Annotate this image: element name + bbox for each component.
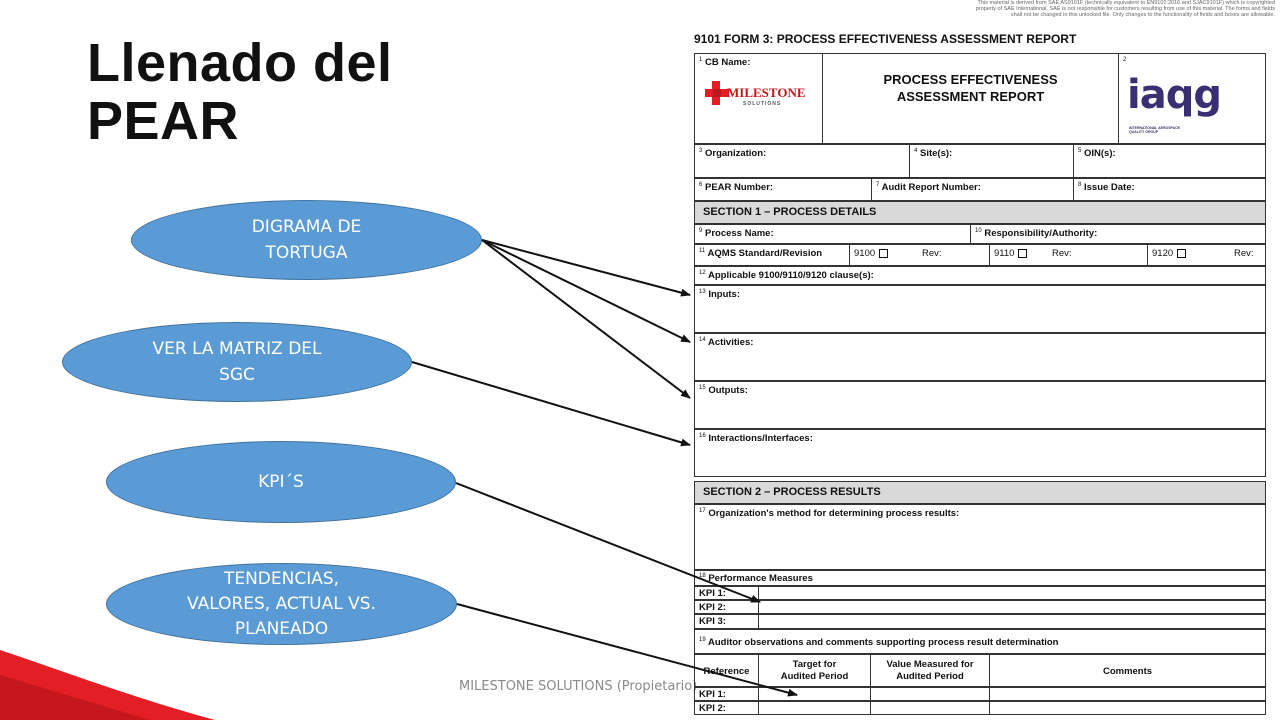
copyright-disclaimer: This material is derived from SAE AS9101F (technically equivalent to EN9101:2016 and SJAC9101F) which is copyrighted property of SAE International. SAE is not responsible for customers resulting from use of this material. The forms and fields shall not be changed in this unlocked file. Only changes to the functionality of fields and boxes are allowable. [975, 0, 1275, 18]
bubble-text: VER LA MATRIZ DEL [152, 339, 322, 359]
field-sites[interactable]: $^4$ Site(s): [910, 145, 1074, 177]
performance-measures-header: $^{18}$ Performance Measures [694, 570, 1266, 586]
field-audit-report-number[interactable]: $^7$ Audit Report Number: [872, 179, 1074, 200]
field-issue-date[interactable]: $^8$ Issue Date: [1078, 182, 1135, 194]
iaqg-sub-text: INTERNATIONAL AEROSPACE QUALITY GROUP [1129, 126, 1181, 134]
field-oin[interactable]: $^5$ OIN(s): [1078, 148, 1116, 160]
field-pear-number[interactable]: $^6$ PEAR Number: [695, 179, 872, 200]
bubble-text: VALORES, ACTUAL VS. [187, 593, 376, 614]
kpi-row-1[interactable]: KPI 1: [694, 586, 1266, 600]
iaqg-logo: iaqg [1127, 72, 1221, 118]
bubble-text: KPI´S [258, 472, 304, 492]
section2-title: SECTION 2 – PROCESS RESULTS [703, 486, 881, 498]
logo-sub-text: SOLUTIONS [743, 101, 782, 107]
aqms-label: $^{11}$ AQMS Standard/Revision [695, 245, 850, 265]
form-heading: 9101 FORM 3: PROCESS EFFECTIVENESS ASSESSMENT REPORT [694, 32, 1077, 46]
arrow-tortuga-activities [482, 240, 690, 342]
field-activities[interactable]: $^{14}$ Activities: [694, 333, 1266, 381]
col-comments: Comments [1102, 666, 1153, 677]
aqms-9120[interactable]: 9120 Rev: [1152, 248, 1254, 259]
logo-main-text: MILESTONE [727, 85, 806, 100]
results-row-2[interactable]: KPI 2: [694, 701, 1266, 715]
field-responsibility[interactable]: $^{10}$ Responsibility/Authority: [975, 228, 1098, 240]
auditor-observations-header: $^{19}$ Auditor observations and comments supporting process result determination [694, 629, 1266, 654]
col-reference: Reference [695, 655, 759, 686]
slide-title-line1: Llenado del [87, 33, 393, 93]
footer-text: MILESTONE SOLUTIONS (Propietario) [459, 679, 698, 694]
field-interactions[interactable]: $^{16}$ Interactions/Interfaces: [694, 429, 1266, 477]
arrow-tendencias-results [457, 604, 797, 695]
field-outputs[interactable]: $^{15}$ Outputs: [694, 381, 1266, 429]
arrow-tortuga-inputs [482, 240, 690, 295]
section1-title: SECTION 1 – PROCESS DETAILS [703, 206, 877, 218]
field-clauses[interactable]: $^{12}$ Applicable 9100/9110/9120 clause(s): [694, 266, 1266, 285]
field-inputs[interactable]: $^{13}$ Inputs: [694, 285, 1266, 333]
field-method[interactable]: $^{17}$ Organization's method for determining process results: [694, 504, 1266, 570]
results-row-1[interactable]: KPI 1: [694, 687, 1266, 701]
bubble-text: SGC [219, 365, 255, 385]
arrow-matriz-interactions [412, 362, 690, 445]
cb-name-cell: $^1$ CB Name: MILESTONE SOLUTIONS [695, 54, 823, 143]
aqms-9110[interactable]: 9110 Rev: [990, 245, 1148, 265]
col-value: Value Measured for Audited Period [871, 655, 990, 686]
cb-name-label: CB Name: [704, 57, 751, 69]
bubble-text: TENDENCIAS, [223, 568, 340, 589]
field-process-name[interactable]: $^9$ Process Name: [695, 225, 971, 243]
kpi-row-3[interactable]: KPI 3: [694, 614, 1266, 629]
col-target: Target for Audited Period [759, 655, 871, 686]
arrow-kpis-measures [456, 483, 760, 602]
aqms-9100[interactable]: 9100 Rev: [850, 245, 990, 265]
report-title-line2: ASSESSMENT REPORT [896, 89, 1045, 104]
slide-title-line2: PEAR [87, 91, 240, 151]
kpi-row-2[interactable]: KPI 2: [694, 600, 1266, 614]
iaqg-cell: $^2$ iaqg INTERNATIONAL AEROSPACE QUALITY GROUP [1123, 57, 1221, 134]
bubble-text: TORTUGA [265, 243, 348, 263]
field-organization[interactable]: $^3$ Organization: [695, 145, 910, 177]
arrow-tortuga-outputs [482, 240, 690, 398]
bubble-text: DIGRAMA DE [251, 217, 362, 237]
report-title-line1: PROCESS EFFECTIVENESS [883, 72, 1058, 87]
bubble-text: PLANEADO [234, 618, 329, 639]
